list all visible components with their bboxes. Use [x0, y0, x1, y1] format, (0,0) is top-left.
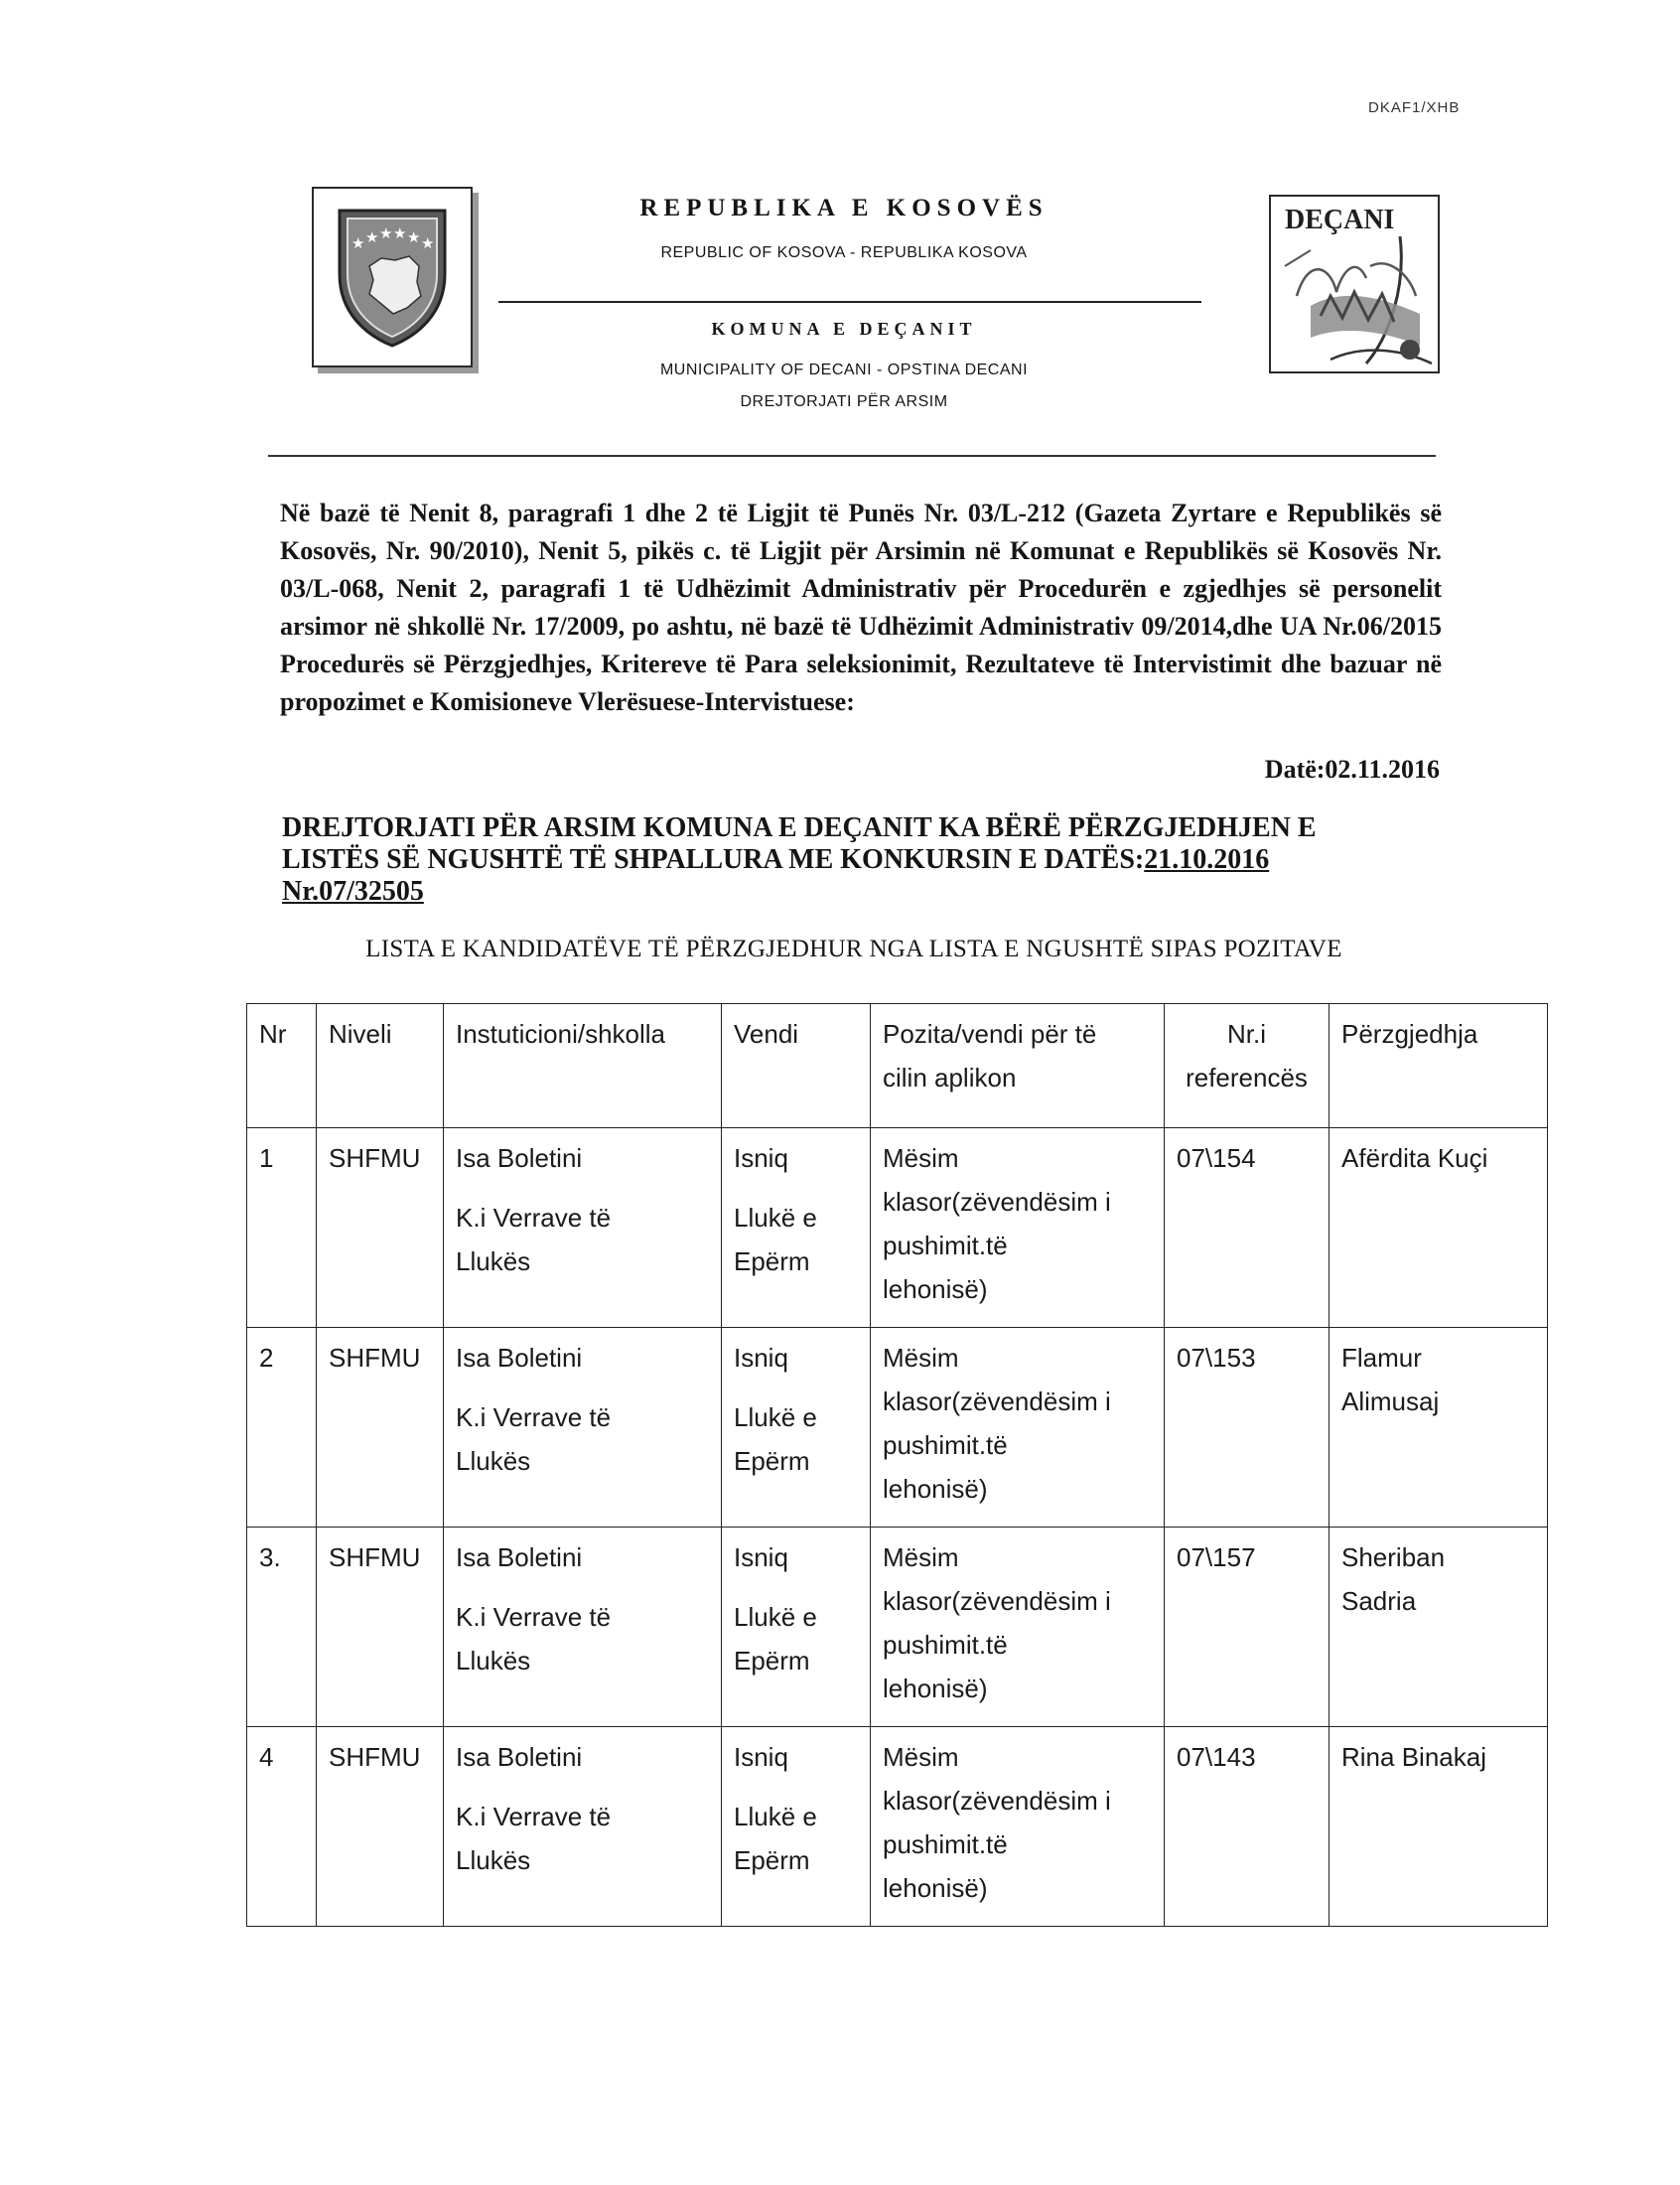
cell-pos2: klasor(zëvendësim i	[883, 1786, 1111, 1816]
cell-branch-line2: Llukës	[456, 1845, 531, 1875]
coat-of-arms-frame	[312, 187, 473, 367]
cell-nr	[247, 1727, 317, 1927]
table-row	[247, 1128, 1548, 1328]
cell-pos3: pushimit.të	[883, 1630, 1008, 1660]
republic-title: REPUBLIKA E KOSOVËS	[639, 195, 1049, 221]
cell-vendi1: Isniq	[734, 1542, 788, 1572]
cell-pos2: klasor(zëvendësim i	[883, 1187, 1111, 1217]
cell-institution	[444, 1528, 722, 1727]
cell-sel-line1: Rina Binakaj	[1341, 1742, 1486, 1772]
cell-vendi	[722, 1528, 871, 1727]
cell-ref: 07\157	[1177, 1542, 1256, 1572]
cell-pos2: klasor(zëvendësim i	[883, 1386, 1111, 1416]
cell-school: Isa Boletini	[456, 1742, 583, 1772]
cell-ref: 07\143	[1177, 1742, 1256, 1772]
cell-ref: 07\153	[1177, 1343, 1256, 1373]
cell-pos3: pushimit.të	[883, 1829, 1008, 1859]
cell-nr	[247, 1328, 317, 1528]
cell-vendi1: Isniq	[734, 1742, 788, 1772]
cell-nr: 2	[259, 1343, 274, 1373]
cell-vendi1: Isniq	[734, 1343, 788, 1373]
cell-vendi2-line1: Llukë e	[734, 1402, 817, 1432]
cell-school: Isa Boletini	[456, 1143, 583, 1173]
cell-nr: 4	[259, 1742, 274, 1772]
cell-branch-line1: K.i Verrave të	[456, 1602, 612, 1632]
cell-niveli: SHFMU	[329, 1343, 421, 1373]
cell-niveli	[317, 1328, 444, 1528]
candidates-table-wrapper	[246, 1003, 1548, 1927]
header-niveli: Niveli	[317, 1004, 444, 1128]
table-row	[247, 1328, 1548, 1528]
cell-selection	[1330, 1128, 1548, 1328]
cell-institution	[444, 1328, 722, 1528]
table-row	[247, 1528, 1548, 1727]
candidates-table	[246, 1003, 1548, 1927]
decision-heading	[282, 812, 1454, 908]
cell-branch-line2: Llukës	[456, 1446, 531, 1476]
legal-basis-paragraph: Në bazë të Nenit 8, paragrafi 1 dhe 2 të Ligjit të Punës Nr. 03/L-212 (Gazeta Zyrtare e Republikës së Kosovës, Nr. 90/2010), Nenit 5, pikës c. të Ligjit për Arsimin në Komunat e Republikës së Kosovës Nr. 03/L-068, Nenit 2, paragrafi 1 të Udhëzimit Administrativ për Procedurën e zgjedhjes së personelit arsimor në shkollë Nr. 17/2009, po ashtu, në bazë të Udhëzimit Administrativ 09/2014,dhe UA Nr.06/2015 Procedurës së Përzgjedhjes, Kritereve të Para seleksionimit, Rezultateve të Intervistimit dhe bazuar në propozimet e Komisioneve Vlerësuese-Intervistuese:	[280, 499, 1442, 716]
header-divider	[498, 301, 1201, 303]
cell-reference	[1165, 1328, 1330, 1528]
cell-niveli	[317, 1727, 444, 1927]
heading-line-2-text: LISTËS SË NGUSHTË TË SHPALLURA ME KONKURSIN E DATËS:	[282, 844, 1145, 875]
cell-sel-line1: Sheriban	[1341, 1542, 1446, 1572]
cell-ref: 07\154	[1177, 1143, 1256, 1173]
table-header-row	[247, 1004, 1548, 1128]
cell-pos1: Mësim	[883, 1742, 959, 1772]
svg-text:★: ★	[351, 234, 365, 252]
kosovo-coat-of-arms-icon	[330, 205, 455, 350]
header-rule	[268, 455, 1436, 457]
svg-text:★: ★	[365, 228, 379, 246]
cell-branch-line1: K.i Verrave të	[456, 1402, 612, 1432]
cell-selection	[1330, 1528, 1548, 1727]
cell-selection	[1330, 1328, 1548, 1528]
cell-sel-line2: Alimusaj	[1341, 1386, 1440, 1416]
competition-number: Nr.07/32505	[282, 876, 424, 907]
cell-niveli: SHFMU	[329, 1143, 421, 1173]
cell-pos4: lehonisë)	[883, 1674, 988, 1703]
cell-selection	[1330, 1727, 1548, 1927]
cell-position	[871, 1128, 1165, 1328]
cell-school: Isa Boletini	[456, 1542, 583, 1572]
cell-institution	[444, 1727, 722, 1927]
cell-vendi	[722, 1727, 871, 1927]
table-row	[247, 1727, 1548, 1927]
cell-nr: 1	[259, 1143, 274, 1173]
cell-vendi	[722, 1328, 871, 1528]
svg-text:★: ★	[421, 234, 435, 252]
cell-sel-line1: Flamur	[1341, 1343, 1422, 1373]
header-selection: Përzgjedhja	[1330, 1004, 1548, 1128]
cell-pos4: lehonisë)	[883, 1474, 988, 1504]
cell-nr: 3.	[259, 1542, 281, 1572]
cell-vendi2-line2: Epërm	[734, 1845, 810, 1875]
cell-vendi2-line1: Llukë e	[734, 1203, 817, 1233]
cell-position	[871, 1328, 1165, 1528]
republic-subtitle: REPUBLIC OF KOSOVA - REPUBLIKA KOSOVA	[660, 244, 1028, 261]
cell-pos3: pushimit.të	[883, 1430, 1008, 1460]
cell-institution	[444, 1128, 722, 1328]
svg-text:★: ★	[407, 228, 421, 246]
cell-nr	[247, 1528, 317, 1727]
cell-sel-line2: Sadria	[1341, 1586, 1417, 1616]
cell-vendi1: Isniq	[734, 1143, 788, 1173]
cell-vendi	[722, 1128, 871, 1328]
competition-date: 21.10.2016	[1144, 844, 1270, 875]
cell-branch-line1: K.i Verrave të	[456, 1203, 612, 1233]
cell-vendi2-line2: Epërm	[734, 1646, 810, 1675]
cell-reference	[1165, 1727, 1330, 1927]
header-vendi: Vendi	[722, 1004, 871, 1128]
stamp-label: DEÇANI	[1285, 205, 1395, 235]
cell-pos3: pushimit.të	[883, 1231, 1008, 1260]
cell-reference	[1165, 1128, 1330, 1328]
heading-line-2	[282, 844, 1454, 876]
header-institution: Instuticioni/shkolla	[444, 1004, 722, 1128]
cell-pos1: Mësim	[883, 1143, 959, 1173]
decani-emblem-frame	[1269, 195, 1440, 373]
list-title: LISTA E KANDIDATËVE TË PËRZGJEDHUR NGA LISTA E NGUSHTË SIPAS POZITAVE	[365, 936, 1342, 962]
document-code: DKAF1/XHB	[1368, 99, 1461, 116]
svg-text:★: ★	[393, 224, 407, 242]
document-date: Datë:02.11.2016	[1264, 755, 1440, 784]
header-reference: Nr.i referencës	[1165, 1004, 1330, 1128]
cell-pos1: Mësim	[883, 1542, 959, 1572]
cell-position	[871, 1727, 1165, 1927]
cell-branch-line2: Llukës	[456, 1246, 531, 1276]
cell-reference	[1165, 1528, 1330, 1727]
cell-niveli: SHFMU	[329, 1742, 421, 1772]
cell-pos4: lehonisë)	[883, 1274, 988, 1304]
cell-pos4: lehonisë)	[883, 1873, 988, 1903]
cell-pos2: klasor(zëvendësim i	[883, 1586, 1111, 1616]
cell-niveli: SHFMU	[329, 1542, 421, 1572]
header-position: Pozita/vendi për të cilin aplikon	[871, 1004, 1165, 1128]
header-nr: Nr	[247, 1004, 317, 1128]
cell-niveli	[317, 1128, 444, 1328]
cell-vendi2-line1: Llukë e	[734, 1602, 817, 1632]
cell-pos1: Mësim	[883, 1343, 959, 1373]
cell-niveli	[317, 1528, 444, 1727]
cell-branch-line1: K.i Verrave të	[456, 1802, 612, 1831]
cell-position	[871, 1528, 1165, 1727]
cell-vendi2-line1: Llukë e	[734, 1802, 817, 1831]
heading-line-1: DREJTORJATI PËR ARSIM KOMUNA E DEÇANIT KA BËRË PËRZGJEDHJEN E	[282, 812, 1317, 843]
cell-school: Isa Boletini	[456, 1343, 583, 1373]
municipality-title: KOMUNA E DEÇANIT	[711, 319, 977, 339]
cell-vendi2-line2: Epërm	[734, 1246, 810, 1276]
cell-nr	[247, 1128, 317, 1328]
municipality-subtitle: MUNICIPALITY OF DECANI - OPSTINA DECANI	[659, 362, 1029, 378]
cell-vendi2-line2: Epërm	[734, 1446, 810, 1476]
cell-sel-line1: Afërdita Kuçi	[1341, 1143, 1488, 1173]
svg-text:★: ★	[379, 224, 393, 242]
department-name: DREJTORJATI PËR ARSIM	[740, 393, 948, 410]
cell-branch-line2: Llukës	[456, 1646, 531, 1675]
